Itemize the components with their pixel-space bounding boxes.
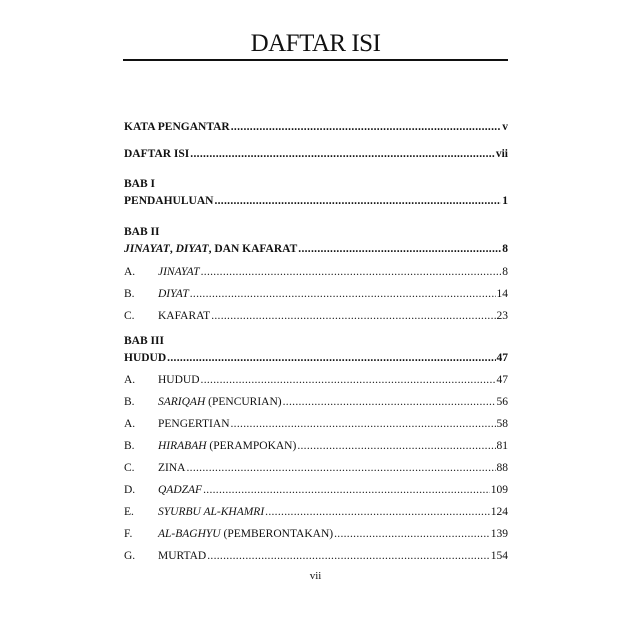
toc-letter: F. (124, 528, 133, 540)
toc-letter: B. (124, 440, 135, 452)
toc-label: HIRABAH (PERAMPOKAN) (158, 440, 297, 452)
toc-page: v (502, 121, 508, 133)
dot-leader (186, 461, 495, 475)
dot-leader (214, 194, 501, 208)
toc-label: AL-BAGHYU (PEMBERONTAKAN) (158, 528, 334, 540)
toc-subentry[interactable] (124, 459, 508, 475)
dot-leader (297, 439, 495, 453)
toc-page: 58 (496, 418, 508, 430)
dot-leader (167, 351, 495, 365)
toc-label: SYURBU AL-KHAMRI (158, 506, 265, 518)
toc-page: 1 (502, 195, 508, 207)
chapter-heading-bab-3: BAB III (124, 335, 164, 347)
toc-subentry[interactable] (124, 525, 508, 541)
chapter-heading-bab-1: BAB I (124, 178, 155, 190)
toc-page: 124 (490, 506, 508, 518)
toc-page: 154 (490, 550, 508, 562)
dot-leader (231, 120, 502, 134)
toc-letter: B. (124, 288, 135, 300)
page-title: DAFTAR ISI (250, 30, 381, 57)
toc-label: ZINA (158, 462, 186, 474)
toc-subentry[interactable] (124, 415, 508, 431)
dot-leader (265, 505, 490, 519)
toc-subentry[interactable] (124, 263, 508, 279)
dot-leader (190, 147, 495, 161)
toc-page: 109 (490, 484, 508, 496)
toc-letter: A. (124, 418, 136, 430)
dot-leader (201, 265, 502, 279)
toc-page: 47 (496, 352, 508, 364)
toc-subentry[interactable] (124, 393, 508, 409)
dot-leader (298, 242, 501, 256)
toc-page: 88 (496, 462, 508, 474)
toc-label: KAFARAT (158, 310, 211, 322)
toc-page: vii (495, 148, 508, 160)
toc-page: 139 (490, 528, 508, 540)
toc-letter: G. (124, 550, 136, 562)
toc-label: KATA PENGANTAR (124, 121, 230, 133)
toc-entry-kata-pengantar[interactable] (124, 118, 508, 134)
toc-label: PENDAHULUAN (124, 195, 214, 207)
toc-letter: B. (124, 396, 135, 408)
toc-label: JINAYAT, DIYAT, DAN KAFARAT (124, 243, 298, 255)
toc-label: HUDUD (124, 352, 167, 364)
dot-leader (334, 527, 490, 541)
toc-letter: C. (124, 310, 135, 322)
toc-label: SARIQAH (PENCURIAN) (158, 396, 282, 408)
toc-entry-pendahuluan[interactable] (124, 192, 508, 208)
toc-label: MURTAD (158, 550, 207, 562)
dot-leader (190, 287, 496, 301)
toc-label: JINAYAT (158, 266, 200, 278)
dot-leader (207, 549, 490, 563)
page-number: vii (309, 570, 322, 582)
dot-leader (231, 417, 496, 431)
toc-entry-daftar-isi[interactable] (124, 145, 508, 161)
toc-letter: D. (124, 484, 136, 496)
toc-page: 56 (496, 396, 508, 408)
toc-subentry[interactable] (124, 437, 508, 453)
dot-leader (283, 395, 496, 409)
dot-leader (203, 483, 490, 497)
dot-leader (211, 309, 495, 323)
toc-letter: A. (124, 374, 136, 386)
toc-entry-hudud[interactable] (124, 349, 508, 365)
dot-leader (201, 373, 496, 387)
toc-subentry[interactable] (124, 307, 508, 323)
toc-label: DAFTAR ISI (124, 148, 190, 160)
toc-label: PENGERTIAN (158, 418, 230, 430)
toc-letter: C. (124, 462, 135, 474)
toc-subentry[interactable] (124, 481, 508, 497)
toc-page: 14 (496, 288, 508, 300)
toc-page: 81 (496, 440, 508, 452)
toc-page: 47 (496, 374, 508, 386)
toc-subentry[interactable] (124, 547, 508, 563)
toc-page: 23 (496, 310, 508, 322)
toc-letter: E. (124, 506, 134, 518)
toc-label: HUDUD (158, 374, 200, 386)
toc-page: 8 (502, 266, 508, 278)
toc-letter: A. (124, 266, 136, 278)
toc-label: DIYAT (158, 288, 189, 300)
toc-page: 8 (502, 243, 508, 255)
chapter-heading-bab-2: BAB II (124, 226, 160, 238)
toc-entry-jinayat-diyat-kafarat[interactable] (124, 240, 508, 256)
title-rule (123, 59, 508, 61)
toc-label: QADZAF (158, 484, 203, 496)
toc-subentry[interactable] (124, 285, 508, 301)
toc-subentry[interactable] (124, 371, 508, 387)
toc-subentry[interactable] (124, 503, 508, 519)
